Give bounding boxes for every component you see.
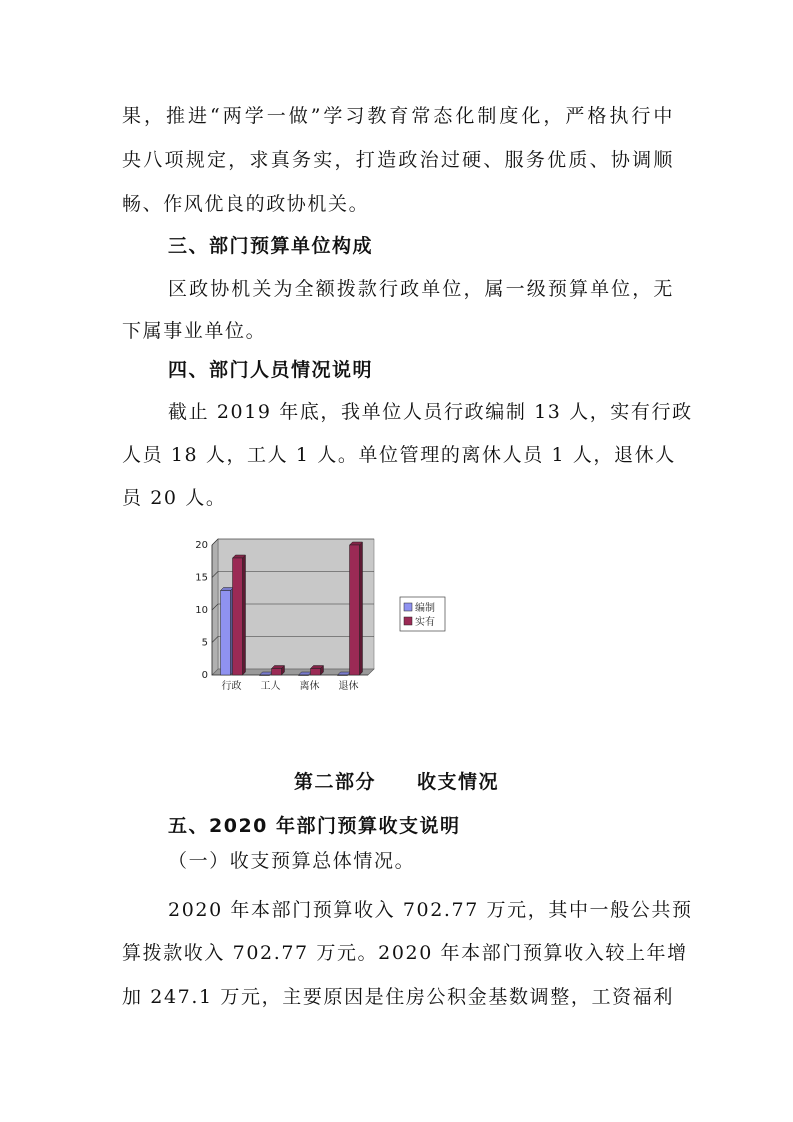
chart-plot-area [195,539,445,692]
paragraph-line: 区政协机关为全额拨款行政单位，属一级预算单位，无 [168,278,674,300]
staff-bar-chart [190,535,450,695]
bar-编制 [221,591,231,676]
section-heading: 四、部门人员情况说明 [168,359,374,381]
bar-编制 [338,675,348,676]
bar-实有 [233,558,243,675]
y-tick-label: 10 [195,605,208,616]
bar-实有 [311,669,321,676]
x-tick-label: 工人 [260,681,281,692]
paragraph-line: 算拨款收入 702.77 万元。2020 年本部门预算收入较上年增 [122,942,688,964]
legend-label: 编制 [415,603,435,614]
bar-实有 [272,669,282,676]
bar-编制 [299,675,309,676]
legend-swatch [404,617,412,625]
paragraph-line: 畅、作风优良的政协机关。 [122,193,370,215]
part-heading: 第二部分 收支情况 [293,771,499,793]
bar-side [360,542,363,675]
y-tick-label: 20 [195,540,208,551]
paragraph-line: 果，推进“两学一做”学习教育常态化制度化，严格执行中 [122,105,674,127]
y-tick-label: 15 [195,572,208,584]
paragraph-line: 人员 18 人，工人 1 人。单位管理的离休人员 1 人，退休人 [122,444,676,466]
bar-side [243,555,246,675]
paragraph-line: 2020 年本部门预算收入 702.77 万元，其中一般公共预 [168,899,693,921]
section-heading: 五、2020 年部门预算收支说明 [168,815,461,837]
paragraph-line: 截止 2019 年底，我单位人员行政编制 13 人，实有行政 [168,401,693,423]
subsection-heading: （一）收支预算总体情况。 [168,850,416,872]
bar-实有 [350,545,360,675]
x-tick-label: 行政 [221,681,242,692]
paragraph-line: 央八项规定，求真务实，打造政治过硬、服务优质、协调顺 [122,149,674,171]
x-tick-label: 离休 [299,681,320,692]
paragraph-line: 员 20 人。 [122,487,227,509]
y-tick-label: 0 [201,670,208,681]
x-tick-label: 退休 [338,681,359,692]
legend-label: 实有 [415,617,435,628]
paragraph-line: 加 247.1 万元，主要原因是住房公积金基数调整，工资福利 [122,986,674,1008]
paragraph-line: 下属事业单位。 [122,320,267,342]
legend-swatch [404,603,412,611]
section-heading: 三、部门预算单位构成 [168,235,374,257]
bar-编制 [260,675,270,676]
y-tick-label: 5 [201,637,208,649]
